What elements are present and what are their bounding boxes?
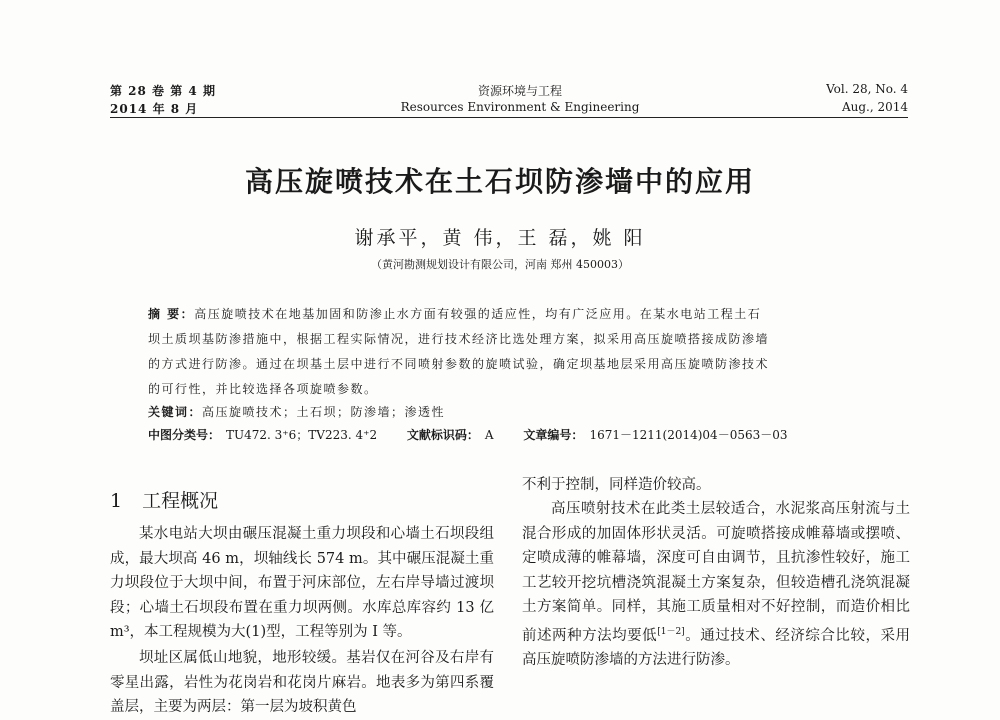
- journal-volume-issue: 第 28 卷 第 4 期: [110, 84, 216, 98]
- abstract-label: 摘 要：: [148, 307, 195, 321]
- classification-row: [148, 426, 794, 443]
- right-paragraph-end: 。通过技术、经济综合比较，采用高压旋喷防渗墙的方法进行防渗。: [522, 627, 911, 668]
- section-number: 1: [110, 490, 123, 512]
- section1-paragraph-2: 坝址区属低山地貌，地形较缓。基岩仅在河谷及右岸有零星出露，岩性为花岗岩和花岗片麻岩。地表多为第四系覆盖层，主要为两层：第一层为坡积黄色: [110, 650, 494, 715]
- paper-affiliation: （黄河勘测规划设计有限公司，河南 郑州 450003）: [371, 258, 629, 271]
- paper-title: 高压旋喷技术在土石坝防渗墙中的应用: [244, 165, 755, 198]
- abstract-text-4: 的可行性，并比较选择各项旋喷参数。: [148, 382, 378, 396]
- doc-code-label: 文献标识码：: [406, 428, 479, 442]
- journal-date-en: Aug., 2014: [841, 100, 908, 114]
- section-heading: [110, 486, 218, 513]
- clc-label: 中图分类号：: [148, 428, 221, 442]
- doc-code-value: A: [484, 428, 494, 442]
- abstract-text-3: 的方式进行防渗。通过在坝基土层中进行不同喷射参数的旋喷试验，确定坝基地层采用高压旋喷防渗技术: [148, 357, 770, 371]
- keywords-line: [148, 403, 878, 420]
- abstract-text-1: 高压旋喷技术在地基加固和防渗止水方面有较强的适应性，均有广泛应用。在某水电站工程土石: [194, 307, 762, 321]
- citation-ref: [1－2]: [657, 626, 685, 637]
- keywords-label: 关键词：: [148, 405, 203, 419]
- section1-paragraph-1: 某水电站大坝由碾压混凝土重力坝段和心墙土石坝段组成，最大坝高 46 m，坝轴线长 574 m。其中碾压混凝土重力坝段位于大坝中间，布置于河床部位，左右岸导墙过渡坝段；心墙土石坝段布置在重力坝两侧。水库总库容约 13 亿 m³，本工程规模为大(1)型，工程等别为 I 等。: [110, 526, 494, 640]
- right-column-paragraph: [522, 497, 910, 672]
- article-id-label: 文章编号：: [523, 428, 584, 442]
- header-rule: [110, 117, 908, 118]
- section-title: 工程概况: [142, 490, 219, 512]
- journal-name-cn: 资源环境与工程: [477, 84, 562, 98]
- clc-value: TU472. 3⁺6；TV223. 4⁺2: [226, 428, 378, 442]
- journal-date: 2014 年 8 月: [110, 102, 199, 116]
- right-column-line: 不利于控制，同样造价较高。: [522, 477, 711, 493]
- right-paragraph-body: 高压喷射技术在此类土层较适合，水泥浆高压射流与土混合形成的加固体形状灵活。可旋喷搭接成帷幕墙或摆喷、定喷成薄的帷幕墙，深度可自由调节，且抗渗性较好，施工工艺较开挖坑槽浇筑混凝土方案复杂，但较造槽孔浇筑混凝土方案简单。同样，其施工质量相对不好控制，而造价相比前述两种方法均要低: [522, 501, 910, 644]
- abstract-text-2: 坝土质坝基防渗措施中，根据工程实际情况，进行技术经济比选处理方案，拟采用高压旋喷搭接成防渗墙: [148, 332, 770, 346]
- journal-name-en: Resources Environment & Engineering: [400, 100, 640, 114]
- article-id-value: 1671－1211(2014)04－0563－03: [589, 428, 788, 442]
- abstract-line: [148, 305, 878, 322]
- journal-volume-en: Vol. 28, No. 4: [826, 82, 908, 96]
- keywords-text: 高压旋喷技术；土石坝；防渗墙；渗透性: [202, 405, 446, 419]
- paper-authors: 谢承平，黄 伟，王 磊，姚 阳: [354, 227, 646, 249]
